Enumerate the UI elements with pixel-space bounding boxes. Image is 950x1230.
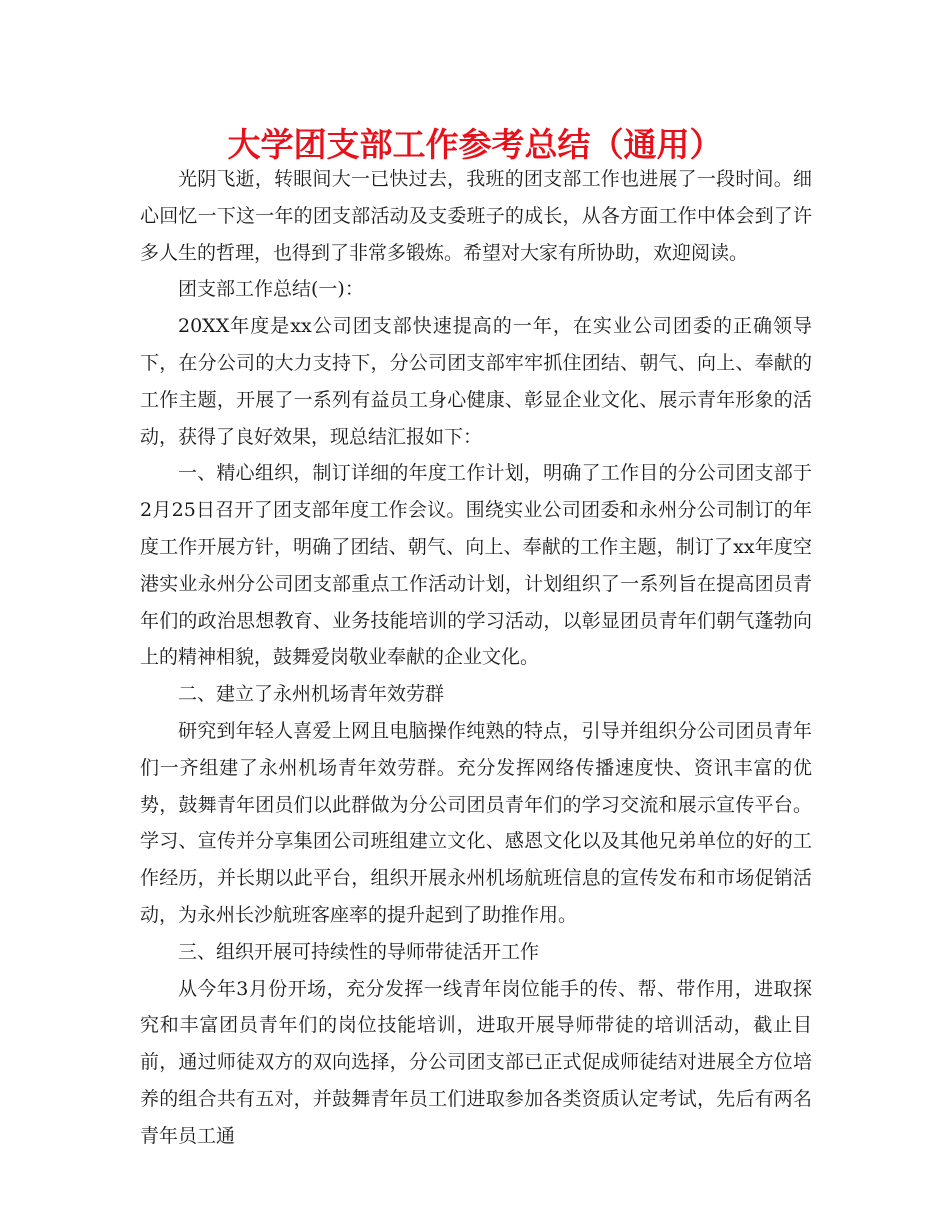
section-heading: 三、组织开展可持续性的导师带徒活开工作 bbox=[178, 940, 540, 963]
section-heading: 团支部工作总结(一)： bbox=[178, 278, 364, 301]
paragraph: 20XX年度是xx公司团支部快速提高的一年，在实业公司团委的正确领导下，在分公司的大力支持下，分公司团支部牢牢抓住团结、朝气、向上、奉献的工作主题，开展了一系列有益员工身心健康、彰显企业文化、展示青年形象的活动，获得了良好效果，现总结汇报如下： bbox=[140, 315, 812, 448]
paragraph-intro: 光阴飞逝，转眼间大一已快过去，我班的团支部工作也进展了一段时间。细心回忆一下这一年的团支部活动及支委班子的成长，从各方面工作中体会到了许多人生的哲理，也得到了非常多锻炼。希望对大家有所协助，欢迎阅读。 bbox=[140, 168, 812, 264]
section-heading: 二、建立了永州机场青年效劳群 bbox=[178, 683, 445, 706]
document-body bbox=[140, 161, 812, 1155]
paragraph: 研究到年轻人喜爱上网且电脑操作纯熟的特点，引导并组织分公司团员青年们一齐组建了永州机场青年效劳群。充分发挥网络传播速度快、资讯丰富的优势，鼓舞青年团员们以此群做为分公司团员青年们的学习交流和展示宣传平台。学习、宣传并分享集团公司班组建立文化、感恩文化以及其他兄弟单位的好的工作经历，并长期以此平台，组织开展永州机场航班信息的宣传发布和市场促销活动，为永州长沙航班客座率的提升起到了助推作用。 bbox=[140, 719, 812, 926]
paragraph: 从今年3月份开场，充分发挥一线青年岗位能手的传、帮、带作用，进取探究和丰富团员青年们的岗位技能培训，进取开展导师带徒的培训活动，截止目前，通过师徒双方的双向选择，分公司团支部已正式促成师徒结对进展全方位培养的组合共有五对，并鼓舞青年员工们进取参加各类资质认定考试，先后有两名青年员工通 bbox=[140, 977, 812, 1147]
paragraph: 一、精心组织，制订详细的年度工作计划，明确了工作目的分公司团支部于2月25日召开了团支部年度工作会议。围绕实业公司团委和永州分公司制订的年度工作开展方针，明确了团结、朝气、向上、奉献的工作主题，制订了xx年度空港实业永州分公司团支部重点工作活动计划，计划组织了一系列旨在提高团员青年们的政治思想教育、业务技能培训的学习活动，以彰显团员青年们朝气蓬勃向上的精神相貌，鼓舞爱岗敬业奉献的企业文化。 bbox=[140, 462, 812, 669]
document-title: 大学团支部工作参考总结（通用） bbox=[227, 125, 723, 164]
